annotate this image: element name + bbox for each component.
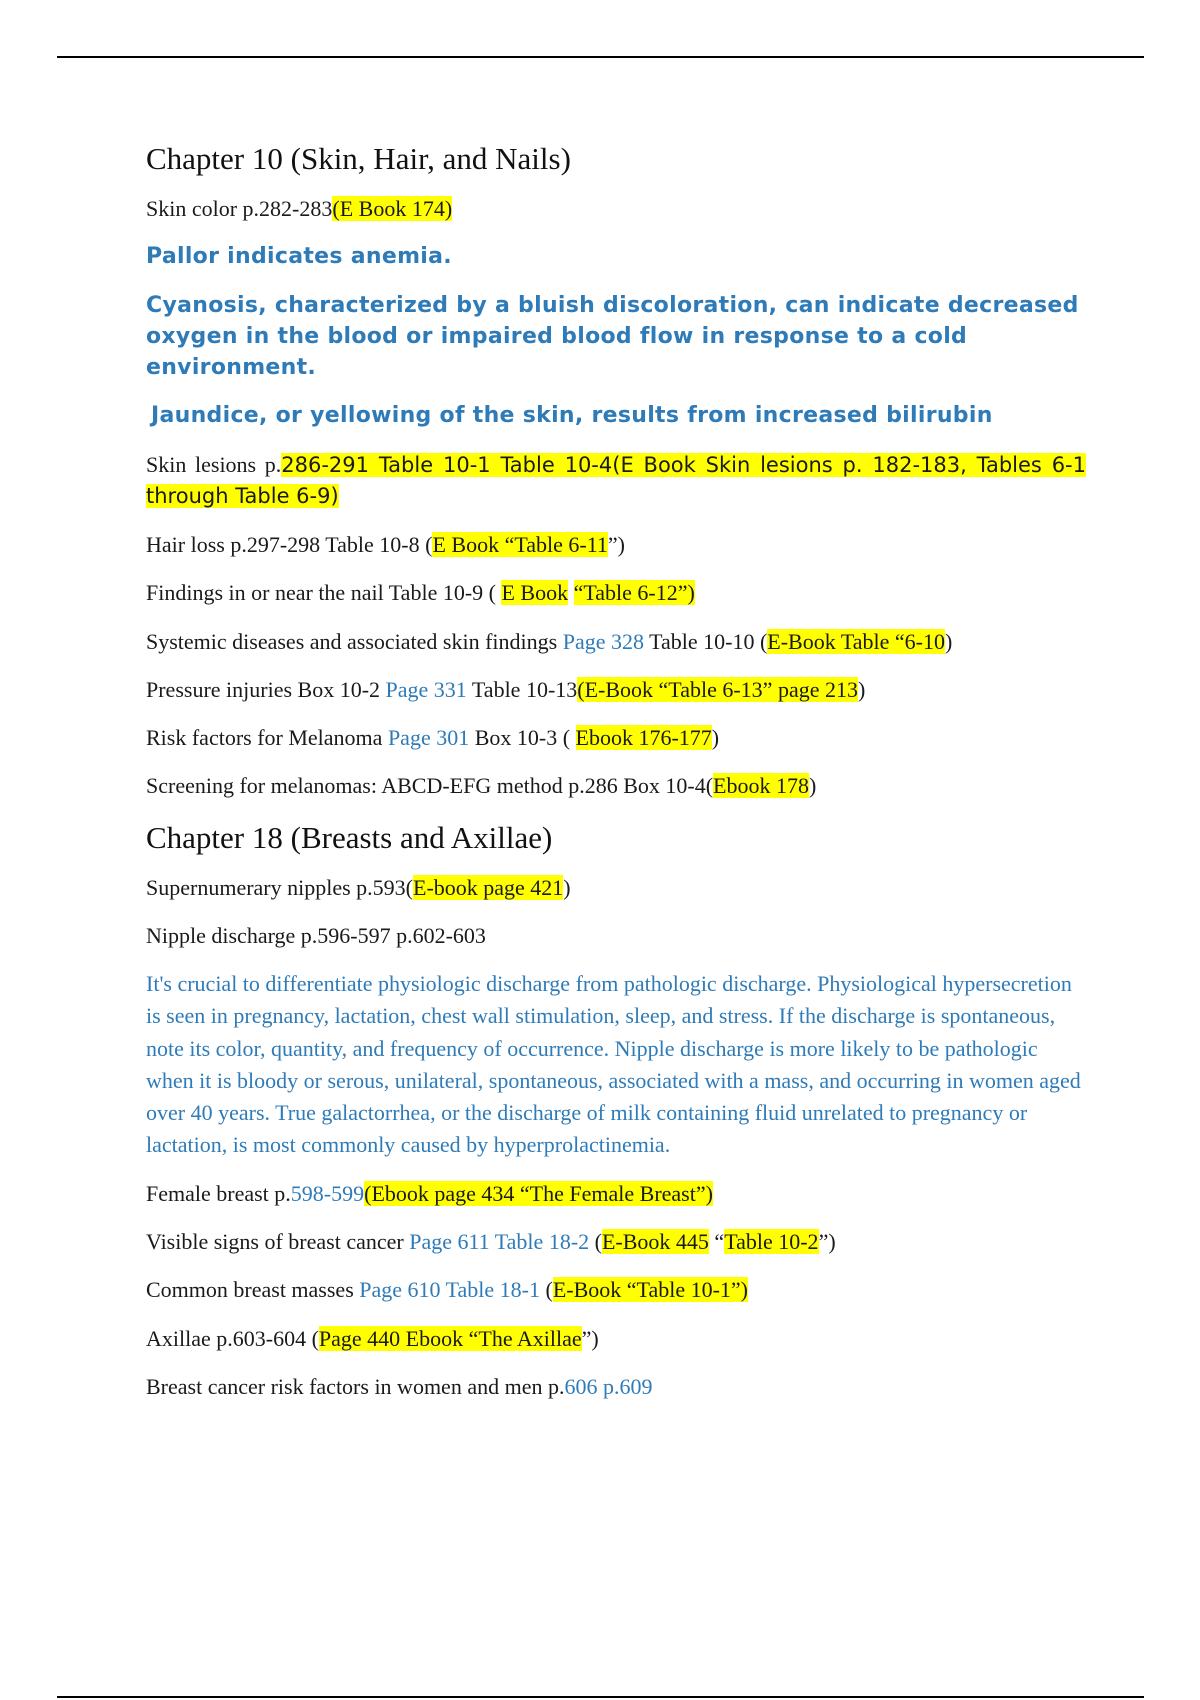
highlight: E-book page 421 <box>413 874 564 900</box>
page-link[interactable]: 606 <box>564 1373 598 1399</box>
skin-lesions-line: Skin lesions p.286-291 Table 10-1 Table 10-4(E Book Skin lesions p. 182-183, Tables 6-1 through Table 6-9) <box>146 451 1086 509</box>
page-link[interactable]: Page 328 <box>562 628 644 654</box>
highlight: (E Book Skin lesions p. 182-183, Tables 6-1 through Table 6-9) <box>146 452 1086 509</box>
page-link[interactable]: Page 331 <box>385 676 467 702</box>
skin-color-line: Skin color p.282-283(E Book 174) <box>146 196 453 222</box>
page-link[interactable]: p.609 <box>602 1373 653 1399</box>
melanoma-risk-line: Risk factors for Melanoma Page 301 Box 10-3 ( Ebook 176-177) <box>146 725 720 751</box>
highlight: Ebook 178 <box>713 773 809 799</box>
page-link[interactable]: Page 301 <box>387 725 470 751</box>
highlight: E-Book Table “6-10 <box>767 628 945 654</box>
highlight: (E Book 174) <box>332 196 453 222</box>
top-rule <box>57 56 1144 58</box>
highlight: E-Book “Table 10-1”) <box>552 1277 749 1303</box>
melanoma-screening-line: Screening for melanomas: ABCD-EFG method p.286 Box 10-4(Ebook 178) <box>146 773 817 799</box>
page-link[interactable]: Page 610 Table 18-1 <box>359 1277 541 1303</box>
highlight: E Book <box>501 580 569 606</box>
bottom-rule <box>57 1696 1144 1698</box>
hair-loss-line: Hair loss p.297-298 Table 10-8 (E Book “Table 6-11”) <box>146 532 625 558</box>
highlight: “Table 6-12”) <box>573 580 695 606</box>
female-breast-line: Female breast p.598-599(Ebook page 434 “The Female Breast”) <box>146 1180 713 1206</box>
page-link[interactable]: Page 611 Table 18-2 <box>409 1229 590 1255</box>
nipple-discharge-line: Nipple discharge p.596-597 p.602-603 <box>146 923 486 949</box>
chapter-10-heading: Chapter 10 (Skin, Hair, and Nails) <box>146 141 571 176</box>
highlight: Page 440 Ebook “The Axillae <box>318 1325 582 1351</box>
page-content <box>146 140 1086 1419</box>
risk-factors-line: Breast cancer risk factors in women and men p.606 p.609 <box>146 1373 653 1399</box>
cyanosis-note: Cyanosis, characterized by a bluish discoloration, can indicate decreased oxygen in the blood or impaired blood flow in response to a cold environment. <box>146 292 1079 381</box>
highlight: Ebook 176-177 <box>575 725 712 751</box>
page-link[interactable]: 598-599 <box>290 1180 365 1206</box>
discharge-note: It's crucial to differentiate physiologic discharge from pathologic discharge. Physiological hypersecretion is seen in pregnancy, lactation, chest wall stimulation, sleep, and stress. If the discharge is spontaneous, note its color, quantity, and frequency of occurrence. Nipple discharge is more likely to be pathologic when it is bloody or serous, unilateral, spontaneous, associated with a mass, and occurring in women aged over 40 years. True galactorrhea, or the discharge of milk containing fluid unrelated to pregnancy or lactation, is most commonly caused by hyperprolactinemia. <box>146 971 1081 1157</box>
breast-masses-line: Common breast masses Page 610 Table 18-1 (E-Book “Table 10-1”) <box>146 1277 749 1303</box>
highlight: (E-Book “Table 6-13” page 213 <box>577 676 858 702</box>
highlight: Table 10-2 <box>724 1229 819 1255</box>
highlight: (Ebook page 434 “The Female Breast”) <box>364 1180 713 1206</box>
highlight: E-Book 445 <box>601 1229 709 1255</box>
nail-findings-line: Findings in or near the nail Table 10-9 ( E Book “Table 6-12”) <box>146 580 695 606</box>
jaundice-note: Jaundice, or yellowing of the skin, results from increased bilirubin <box>151 403 993 429</box>
supernumerary-line: Supernumerary nipples p.593(E-book page 421) <box>146 874 571 900</box>
chapter-18-heading: Chapter 18 (Breasts and Axillae) <box>146 819 553 855</box>
highlight: E Book “Table 6-11 <box>432 532 608 558</box>
axillae-line: Axillae p.603-604 (Page 440 Ebook “The Axillae”) <box>146 1325 599 1351</box>
visible-signs-line: Visible signs of breast cancer Page 611 Table 18-2 (E-Book 445 “Table 10-2”) <box>146 1229 836 1255</box>
highlight: 286-291 Table 10-1 Table 10-4 <box>281 452 613 477</box>
pallor-note: Pallor indicates anemia. <box>146 244 452 270</box>
systemic-diseases-line: Systemic diseases and associated skin findings Page 328 Table 10-10 (E-Book Table “6-10) <box>146 628 953 654</box>
pressure-injuries-line: Pressure injuries Box 10-2 Page 331 Table 10-13(E-Book “Table 6-13” page 213) <box>146 676 866 702</box>
